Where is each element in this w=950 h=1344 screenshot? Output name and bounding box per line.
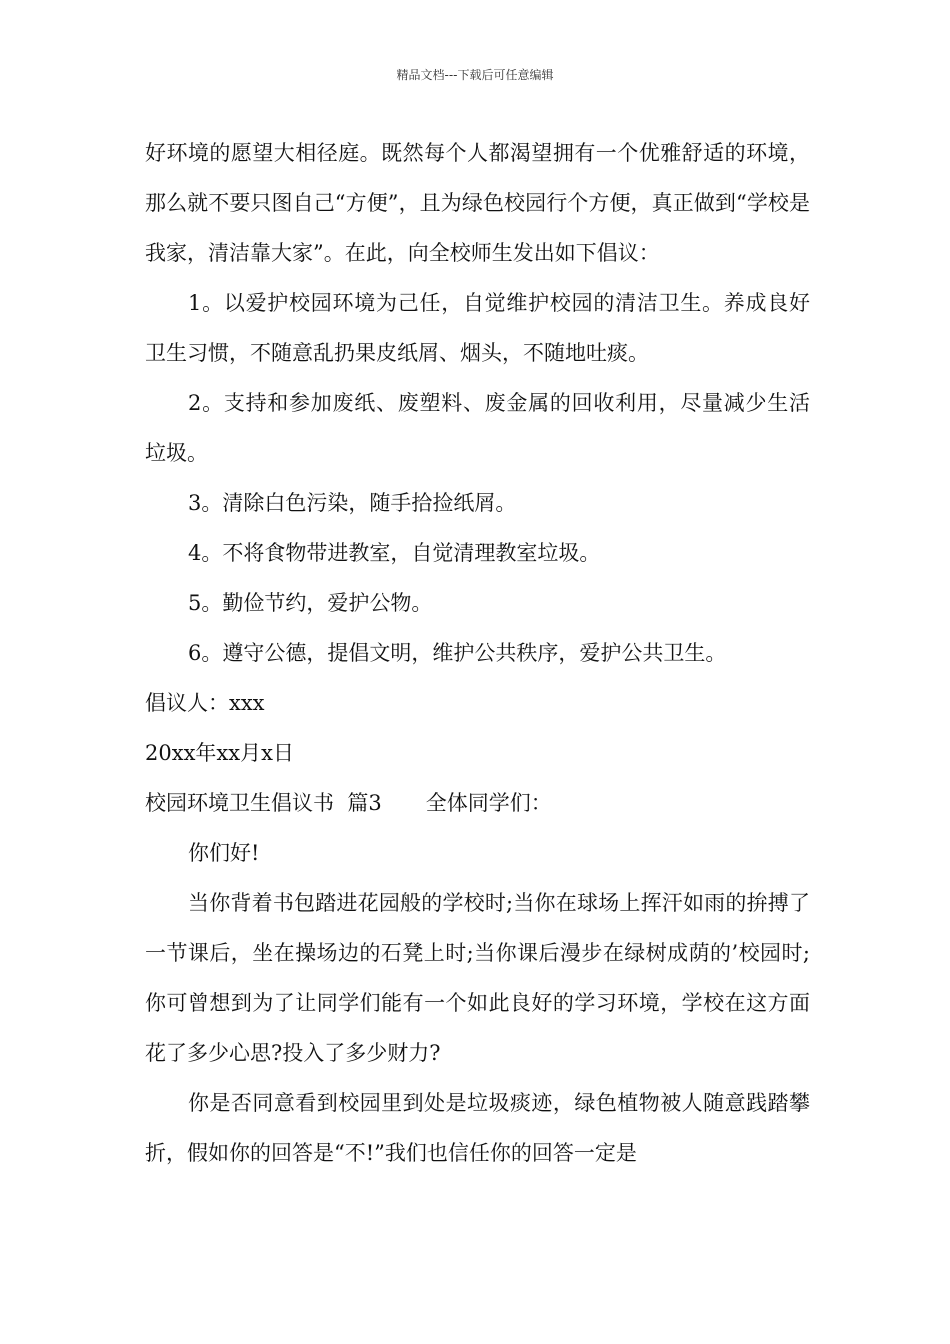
date-line: 20xx年xx月x日 (145, 741, 294, 765)
paragraph-intro: 好环境的愿望大相径庭。既然每个人都渴望拥有一个优雅舒适的环境，那么就不要只图自己“方便”，且为绿色校园行个方便，真正做到“学校是我家，清洁靠大家”。在此，向全校师生发出如下倡议： (145, 141, 810, 265)
paragraph-question: 你是否同意看到校园里到处是垃圾痰迹，绿色植物被人随意践踏攀折，假如你的回答是“不!”我们也信任你的回答一定是 (145, 1091, 810, 1165)
document-body (145, 128, 810, 1178)
salutation: 全体同学们： (425, 791, 552, 815)
greeting: 你们好! (188, 841, 260, 865)
list-item-4: 4。不将食物带进教室，自觉清理教室垃圾。 (188, 541, 601, 565)
list-item-3: 3。清除白色污染，随手拾捡纸屑。 (188, 491, 517, 515)
section-title: 校园环境卫生倡议书 篇3 (145, 791, 382, 815)
proposer-line: 倡议人：xxx (145, 691, 265, 715)
list-item-6: 6。遵守公德，提倡文明，维护公共秩序，爱护公共卫生。 (188, 641, 727, 665)
list-item-2: 2。支持和参加废纸、废塑料、废金属的回收利用，尽量减少生活垃圾。 (145, 391, 810, 465)
list-item-5: 5。勤俭节约，爱护公物。 (188, 591, 433, 615)
page-header: 精品文档---下载后可任意编辑 (396, 68, 554, 82)
list-item-1: 1。以爱护校园环境为己任，自觉维护校园的清洁卫生。养成良好卫生习惯，不随意乱扔果皮纸屑、烟头，不随地吐痰。 (145, 291, 810, 365)
section-title-line (145, 778, 810, 828)
paragraph-school: 当你背着书包踏进花园般的学校时;当你在球场上挥汗如雨的拚搏了一节课后，坐在操场边的石凳上时;当你课后漫步在绿树成荫的’校园时;你可曾想到为了让同学们能有一个如此良好的学习环境，学校在这方面花了多少心思?投入了多少财力? (145, 891, 810, 1065)
